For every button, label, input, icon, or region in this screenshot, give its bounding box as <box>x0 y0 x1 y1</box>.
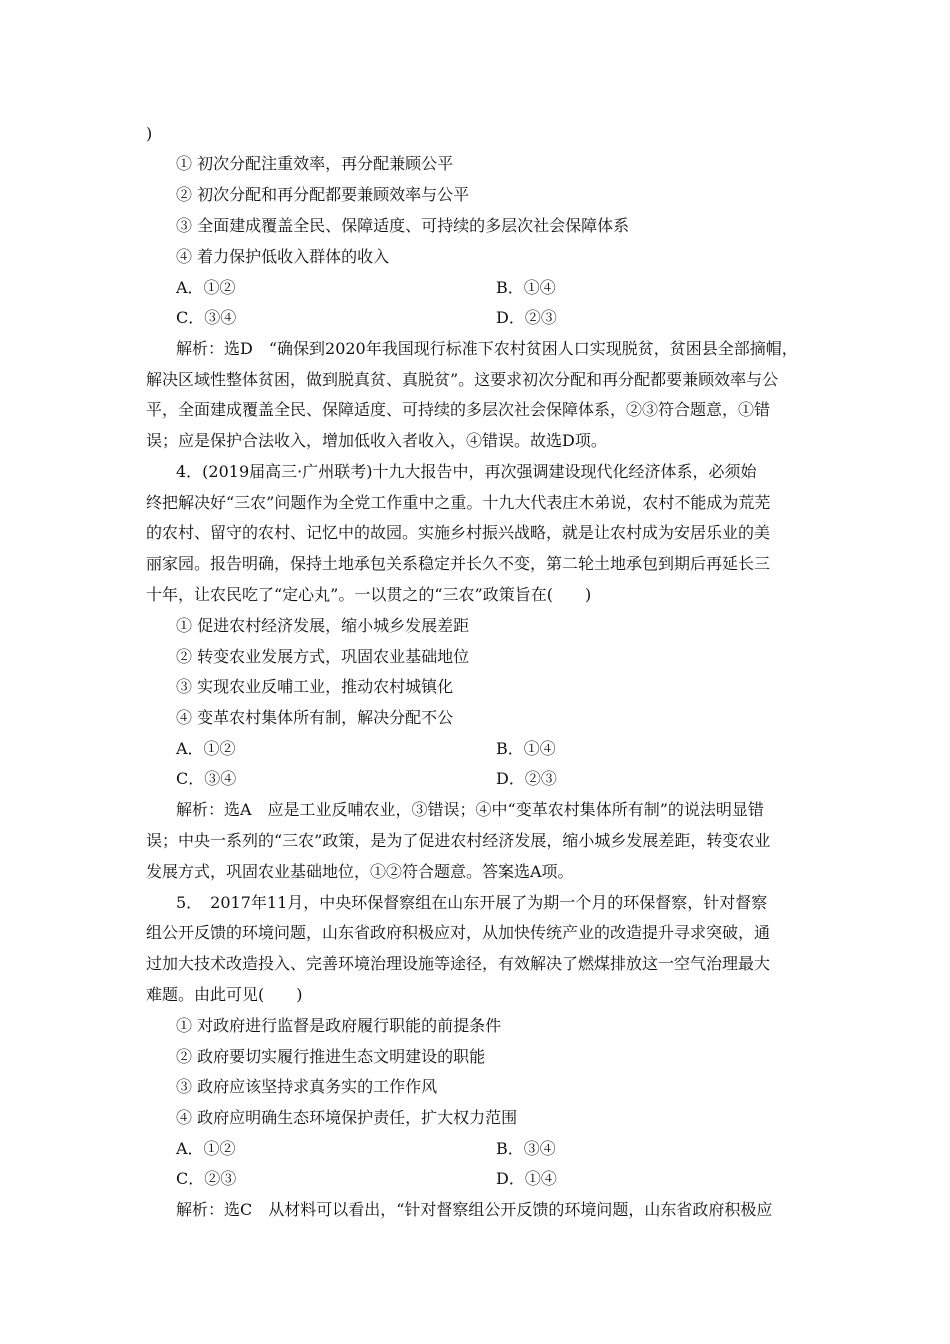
q4-stem-line-4: 丽家园。报告明确，保持土地承包关系稳定并长久不变，第二轮土地承包到期后再延长三 <box>146 554 771 573</box>
q3-analysis-line-2: 解决区域性整体贫困，做到脱真贫、真脱贫”。这要求初次分配和再分配都要兼顾效率与公 <box>146 370 779 389</box>
q3-statement-2: ② 初次分配和再分配都要兼顾效率与公平 <box>176 185 470 204</box>
q3-option-b: B．①④ <box>496 278 556 297</box>
q4-stem-line-1: 4．(2019届高三·广州联考)十九大报告中，再次强调建设现代化经济体系，必须始 <box>176 462 757 481</box>
q3-statement-3: ③ 全面建成覆盖全民、保障适度、可持续的多层次社会保障体系 <box>176 216 630 235</box>
q3-option-a: A．①② <box>176 278 236 297</box>
q4-analysis-line-3: 发展方式，巩固农业基础地位，①②符合题意。答案选A项。 <box>146 862 574 881</box>
q5-statement-2: ② 政府要切实履行推进生态文明建设的职能 <box>176 1047 486 1066</box>
q5-statement-4: ④ 政府应明确生态环境保护责任，扩大权力范围 <box>176 1108 518 1127</box>
q4-statement-3: ③ 实现农业反哺工业，推动农村城镇化 <box>176 677 454 696</box>
q3-analysis-line-4: 误；应是保护合法收入，增加低收入者收入，④错误。故选D项。 <box>146 431 607 450</box>
q5-stem-line-1: 5． 2017年11月，中央环保督察组在山东开展了为期一个月的环保督察，针对督察 <box>176 893 768 912</box>
q3-stem-tail: ) <box>146 124 153 143</box>
q5-option-d: D．①④ <box>496 1169 557 1188</box>
q4-statement-2: ② 转变农业发展方式，巩固农业基础地位 <box>176 647 470 666</box>
q5-stem-line-4: 难题。由此可见( ) <box>146 985 303 1004</box>
q5-stem-line-3: 过加大技术改造投入、完善环境治理设施等途径，有效解决了燃煤排放这一空气治理最大 <box>146 954 771 973</box>
q5-statement-3: ③ 政府应该坚持求真务实的工作作风 <box>176 1077 438 1096</box>
q3-option-d: D．②③ <box>496 308 557 327</box>
q5-option-a: A．①② <box>176 1139 236 1158</box>
q5-option-c: C．②③ <box>176 1169 237 1188</box>
q4-stem-line-3: 的农村、留守的农村、记忆中的故园。实施乡村振兴战略，就是让农村成为安居乐业的美 <box>146 523 771 542</box>
q4-option-b: B．①④ <box>496 739 556 758</box>
q4-option-d: D．②③ <box>496 769 557 788</box>
q4-option-c: C．③④ <box>176 769 237 788</box>
q3-analysis-line-3: 平，全面建成覆盖全民、保障适度、可持续的多层次社会保障体系，②③符合题意，①错 <box>146 400 771 419</box>
q5-stem-line-2: 组公开反馈的环境问题，山东省政府积极应对，从加快传统产业的改造提升寻求突破，通 <box>146 923 771 942</box>
q4-stem-line-5: 十年，让农民吃了“定心丸”。一以贯之的“三农”政策旨在( ) <box>146 585 592 604</box>
q4-statement-1: ① 促进农村经济发展，缩小城乡发展差距 <box>176 616 470 635</box>
q4-statement-4: ④ 变革农村集体所有制，解决分配不公 <box>176 708 454 727</box>
q3-statement-1: ① 初次分配注重效率，再分配兼顾公平 <box>176 154 454 173</box>
q4-analysis-line-1: 解析：选A 应是工业反哺农业，③错误；④中“变革农村集体所有制”的说法明显错 <box>176 800 764 819</box>
q4-stem-line-2: 终把解决好“三农”问题作为全党工作重中之重。十九大代表庄木弟说，农村不能成为荒芜 <box>146 493 771 512</box>
q4-analysis-line-2: 误；中央一系列的“三农”政策，是为了促进农村经济发展，缩小城乡发展差距，转变农业 <box>146 831 771 850</box>
q3-analysis-line-1: 解析：选D “确保到2020年我国现行标准下农村贫困人口实现脱贫，贫困县全部摘帽， <box>176 339 798 358</box>
q5-option-b: B．③④ <box>496 1139 556 1158</box>
q4-option-a: A．①② <box>176 739 236 758</box>
q3-statement-4: ④ 着力保护低收入群体的收入 <box>176 247 390 266</box>
q5-analysis-line-1: 解析：选C 从材料可以看出，“针对督察组公开反馈的环境问题，山东省政府积极应 <box>176 1200 773 1219</box>
q3-option-c: C．③④ <box>176 308 237 327</box>
q5-statement-1: ① 对政府进行监督是政府履行职能的前提条件 <box>176 1016 502 1035</box>
